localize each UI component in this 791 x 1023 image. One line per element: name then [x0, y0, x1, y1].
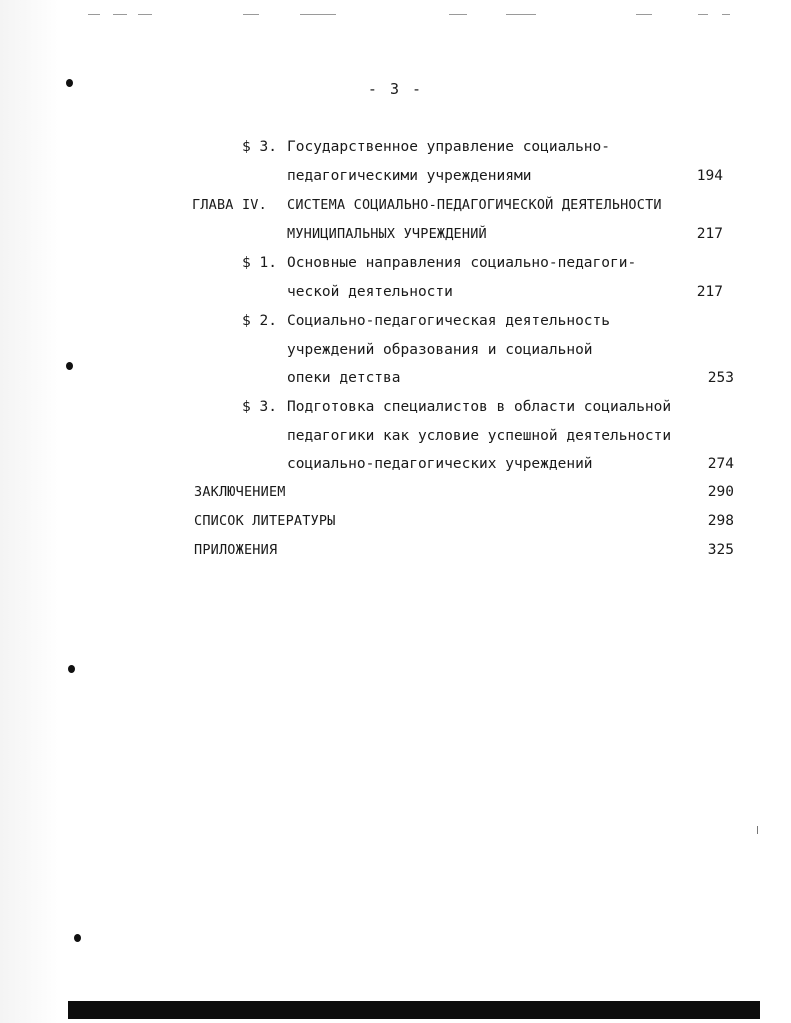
scan-artifact — [138, 14, 152, 15]
scan-artifact — [757, 826, 758, 834]
toc-page-number: 217 — [696, 226, 723, 242]
scan-artifact — [722, 14, 730, 15]
page-number: - 3 - — [367, 80, 424, 98]
toc-page-number: 298 — [707, 513, 734, 529]
toc-chapter-title: МУНИЦИПАЛЬНЫХ УЧРЕЖДЕНИЙ — [287, 226, 487, 242]
toc-page-number: 217 — [696, 284, 723, 300]
binder-hole — [66, 362, 73, 370]
scan-bottom-edge — [68, 1001, 760, 1019]
toc-chapter-title: СИСТЕМА СОЦИАЛЬНО-ПЕДАГОГИЧЕСКОЙ ДЕЯТЕЛЬНОСТИ — [287, 197, 662, 213]
toc-entry-text: педагогики как условие успешной деятельности — [287, 428, 672, 444]
toc-section-marker: $ 2. — [242, 313, 277, 329]
toc-entry-text: социально-педагогических учреждений — [287, 456, 593, 472]
toc-section-marker: $ 3. — [242, 399, 277, 415]
toc-entry-text: ческой деятельности — [287, 284, 453, 300]
toc-references-label: СПИСОК ЛИТЕРАТУРЫ — [194, 513, 336, 529]
toc-entry-text: Основные направления социально-педагоги- — [287, 255, 637, 271]
toc-entry-text: Социально-педагогическая деятельность — [287, 313, 611, 329]
toc-section-marker: $ 3. — [242, 139, 277, 155]
toc-entry-text: Подготовка специалистов в области социальной — [287, 399, 672, 415]
scan-artifact — [243, 14, 259, 15]
scan-artifact — [88, 14, 100, 15]
scan-artifact — [449, 14, 467, 15]
toc-page-number: 274 — [707, 456, 734, 472]
scan-artifact — [698, 14, 708, 15]
toc-page-number: 253 — [707, 370, 734, 386]
toc-appendices-label: ПРИЛОЖЕНИЯ — [194, 542, 278, 558]
scan-artifact — [636, 14, 652, 15]
toc-entry-text: Государственное управление социально- — [287, 139, 611, 155]
scan-artifact — [506, 14, 536, 15]
toc-entry-text: учреждений образования и социальной — [287, 342, 593, 358]
scan-artifact — [113, 14, 127, 15]
toc-entry-text: опеки детства — [287, 370, 401, 386]
toc-page-number: 325 — [707, 542, 734, 558]
scan-edge-shadow — [0, 0, 58, 1023]
toc-page-number: 194 — [696, 168, 723, 184]
toc-page-number: 290 — [707, 484, 734, 500]
scan-artifact — [300, 14, 336, 15]
binder-hole — [68, 665, 75, 673]
toc-section-marker: $ 1. — [242, 255, 277, 271]
binder-hole — [74, 934, 81, 942]
toc-entry-text: педагогическими учреждениями — [287, 168, 532, 184]
toc-conclusion-label: ЗАКЛЮЧЕНИЕМ — [194, 484, 286, 500]
toc-chapter-label: ГЛАВА IV. — [192, 197, 267, 213]
